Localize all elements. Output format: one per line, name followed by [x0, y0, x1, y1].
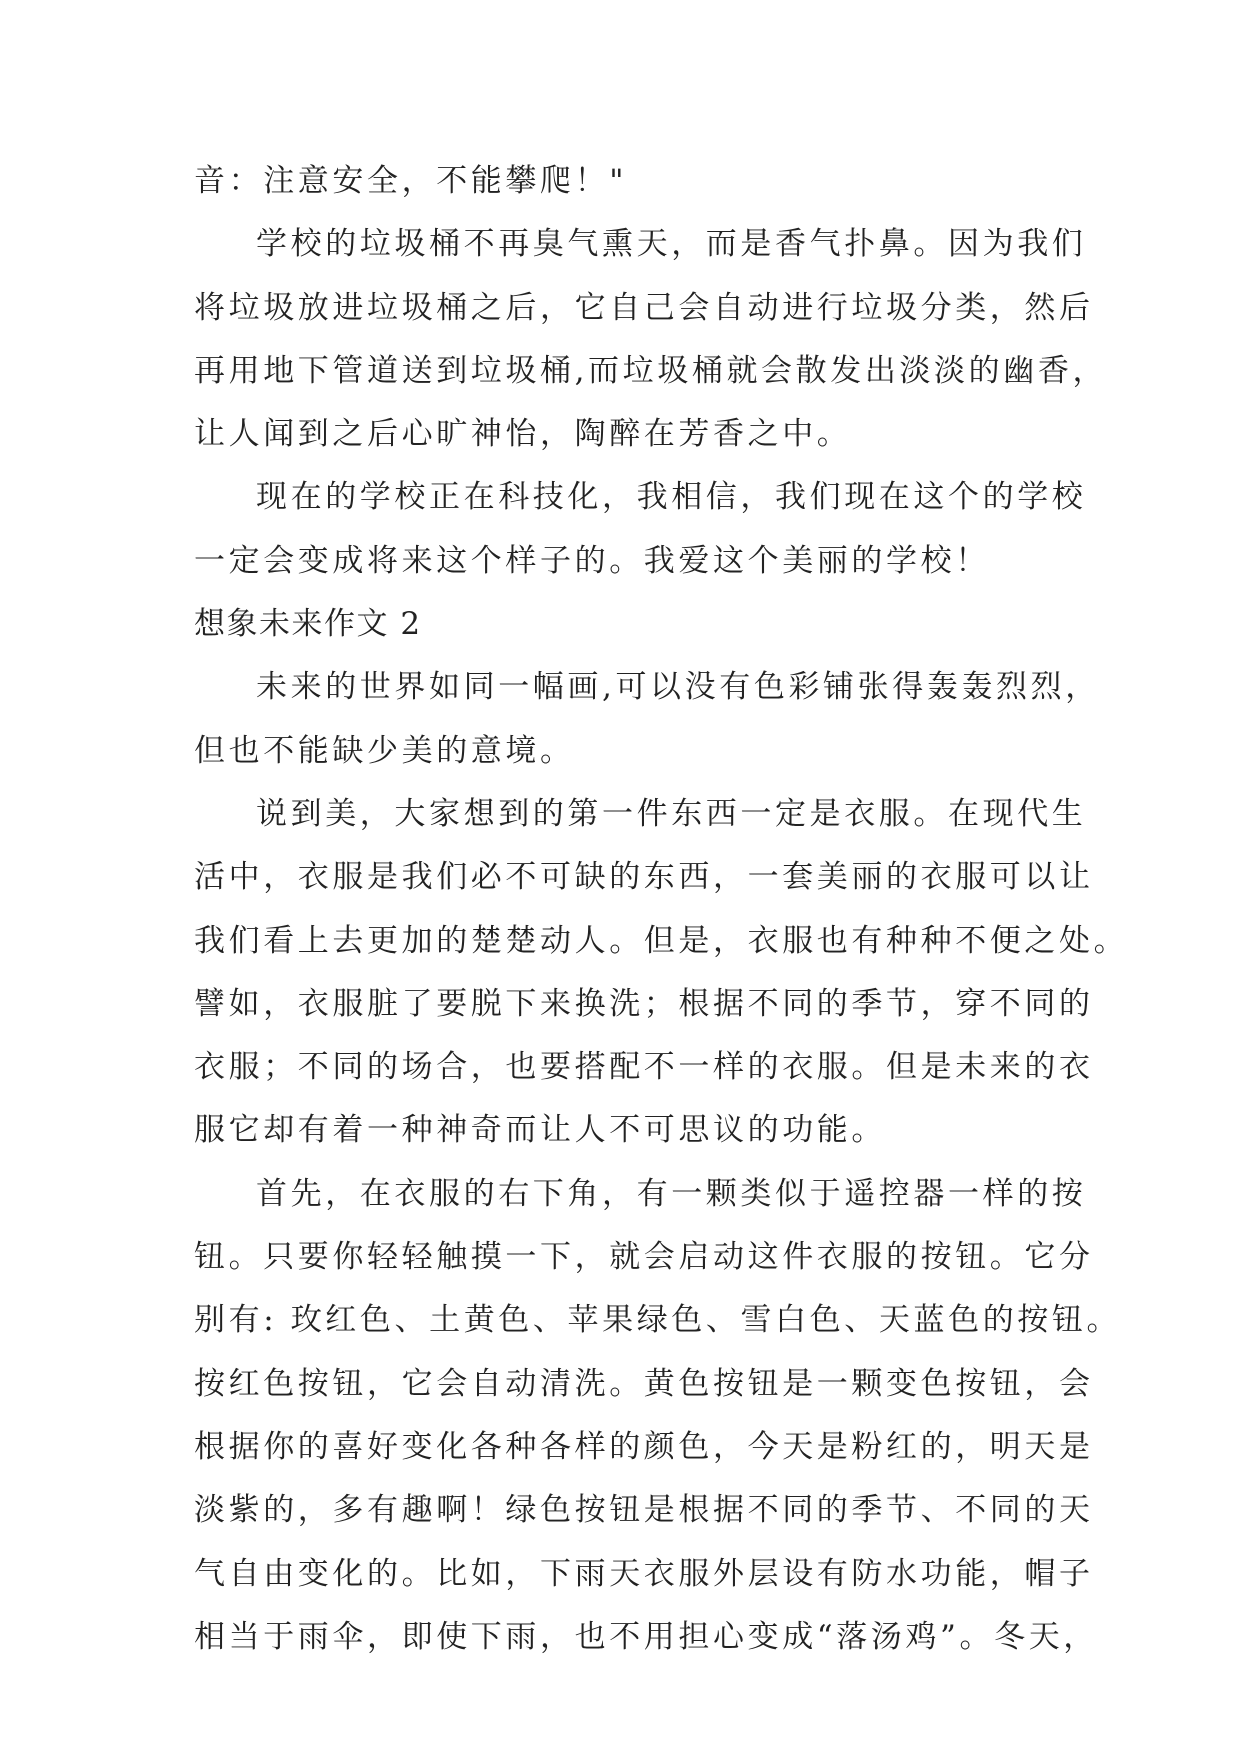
- text-line: 再用地下管道送到垃圾桶,而垃圾桶就会散发出淡淡的幽香，: [194, 352, 1108, 389]
- text-line: 但也不能缺少美的意境。: [194, 732, 575, 769]
- document-body: [194, 150, 1129, 1669]
- text-line: 未来的世界如同一幅画,可以没有色彩铺张得轰轰烈烈，: [256, 669, 1100, 706]
- text-line: 一定会变成将来这个样子的。我爱这个美丽的学校！: [194, 542, 990, 579]
- text-line: 气自由变化的。比如，下雨天衣服外层设有防水功能，帽子: [194, 1555, 1094, 1592]
- text-line: 别有: 玫红色、土黄色、苹果绿色、雪白色、天蓝色的按钮。: [194, 1302, 1122, 1339]
- section-heading: 想象未来作文 2: [194, 606, 422, 643]
- text-line: 音：注意安全，不能攀爬！": [194, 163, 628, 199]
- text-line: 相当于雨伞，即使下雨，也不用担心变成“落汤鸡”。冬天，: [194, 1618, 1098, 1655]
- text-line: 钮。只要你轻轻触摸一下，就会启动这件衣服的按钮。它分: [194, 1239, 1094, 1276]
- text-line: 让人闻到之后心旷神怡，陶醉在芳香之中。: [194, 416, 852, 453]
- text-line: 淡紫的，多有趣啊！绿色按钮是根据不同的季节、不同的天: [194, 1492, 1094, 1529]
- text-line: 服它却有着一种神奇而让人不可思议的功能。: [194, 1112, 886, 1149]
- text-line: 首先，在衣服的右下角，有一颗类似于遥控器一样的按: [256, 1175, 1087, 1212]
- text-line: 现在的学校正在科技化，我相信，我们现在这个的学校: [256, 479, 1087, 516]
- text-line: 活中，衣服是我们必不可缺的东西，一套美丽的衣服可以让: [194, 859, 1094, 896]
- text-line: 说到美，大家想到的第一件东西一定是衣服。在现代生: [256, 795, 1087, 832]
- text-line: 譬如，衣服脏了要脱下来换洗；根据不同的季节，穿不同的: [194, 985, 1094, 1022]
- text-line: 我们看上去更加的楚楚动人。但是，衣服也有种种不便之处。: [194, 922, 1129, 959]
- text-line: 按红色按钮，它会自动清洗。黄色按钮是一颗变色按钮，会: [194, 1365, 1094, 1402]
- text-line: 学校的垃圾桶不再臭气熏天，而是香气扑鼻。因为我们: [256, 226, 1087, 263]
- text-line: 衣服；不同的场合，也要搭配不一样的衣服。但是未来的衣: [194, 1049, 1094, 1086]
- text-line: 将垃圾放进垃圾桶之后，它自己会自动进行垃圾分类，然后: [194, 289, 1094, 326]
- text-line: 根据你的喜好变化各种各样的颜色，今天是粉红的，明天是: [194, 1428, 1094, 1465]
